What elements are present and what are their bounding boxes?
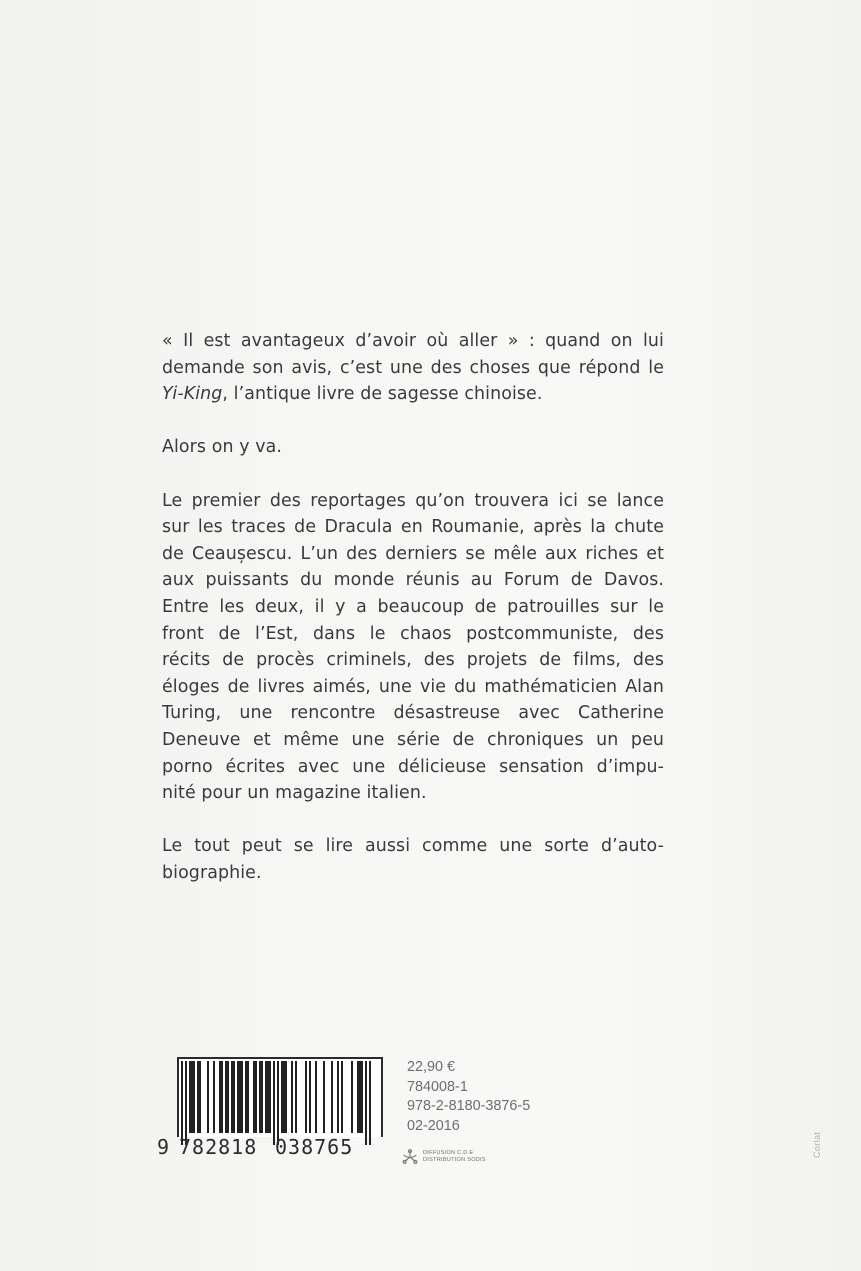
barcode-bar <box>191 1061 193 1133</box>
blurb-line: Deneuve et même une série de chroniques un peu <box>162 729 664 750</box>
barcode-bar <box>181 1061 183 1145</box>
publisher-mark: Corlat <box>812 1131 822 1158</box>
barcode-bar <box>365 1061 367 1145</box>
blurb-line: « Il est avantageux d’avoir où aller » : quand on lui <box>162 331 664 351</box>
barcode-bar <box>323 1061 325 1133</box>
barcode-bar <box>221 1061 223 1133</box>
blurb-line: récits de procès criminels, des projets de films, des <box>162 650 664 671</box>
pricing-block <box>407 1058 530 1136</box>
barcode-bar <box>305 1061 307 1133</box>
barcode-bar <box>261 1061 263 1133</box>
barcode-bar <box>219 1061 221 1133</box>
barcode-bar <box>331 1061 333 1133</box>
barcode-bar <box>341 1061 343 1133</box>
distribution-text <box>423 1150 486 1164</box>
blurb-line: Entre les deux, il y a beaucoup de patrouilles sur le <box>162 596 664 617</box>
barcode-bar <box>197 1061 199 1133</box>
distribution-block <box>401 1148 486 1166</box>
isbn-number: 978-2-8180-3876-5 <box>407 1098 531 1115</box>
barcode-bar <box>369 1061 371 1145</box>
barcode-bar <box>267 1061 269 1133</box>
barcode-bar <box>227 1061 229 1133</box>
barcode-bar <box>185 1061 187 1145</box>
blurb-line: sur les traces de Dracula en Roumanie, après la chute <box>162 517 664 538</box>
blurb-line: biographie. <box>162 862 262 883</box>
publication-date: 02-2016 <box>407 1117 460 1134</box>
barcode-bar <box>237 1061 239 1133</box>
barcode-bar <box>231 1061 233 1133</box>
barcode-bar <box>361 1061 363 1133</box>
distribution-line-1: DIFFUSION C.D.E <box>423 1150 474 1156</box>
blurb-line: front de l’Est, dans le chaos postcommuniste, des <box>162 623 664 644</box>
blurb-line: nité pour un magazine italien. <box>162 783 427 804</box>
barcode-bar <box>245 1061 247 1133</box>
barcode-lead-digit: 9 <box>157 1135 171 1159</box>
barcode-bar <box>255 1061 257 1133</box>
barcode-bar <box>259 1061 261 1133</box>
blurb-line: porno écrites avec une délicieuse sensation d’impu- <box>162 756 664 777</box>
barcode-bar <box>273 1061 275 1145</box>
barcode-bar <box>309 1061 311 1133</box>
barcode-bar <box>253 1061 255 1133</box>
barcode-bar <box>359 1061 361 1133</box>
barcode-bar <box>315 1061 317 1133</box>
barcode-bar <box>225 1061 227 1133</box>
barcode-bar <box>337 1061 339 1133</box>
barcode-bar <box>295 1061 297 1133</box>
barcode-bar <box>283 1061 285 1133</box>
barcode-bar <box>281 1061 283 1133</box>
blurb-line: de Ceaușescu. L’un des derniers se mêle aux riches et <box>162 543 664 564</box>
barcode-bar <box>241 1061 243 1133</box>
blurb-paragraph-1 <box>162 328 664 408</box>
distribution-logo-icon <box>401 1148 419 1166</box>
barcode-bar <box>269 1061 271 1133</box>
barcode-bar <box>357 1061 359 1133</box>
barcode-bar <box>265 1061 267 1133</box>
blurb-line-rest: , l’antique livre de sagesse chinoise. <box>222 384 543 405</box>
blurb-line: Le tout peut se lire aussi comme une sorte d’auto- <box>162 836 664 857</box>
barcode-bar <box>189 1061 191 1133</box>
isbn-barcode <box>157 1055 382 1165</box>
barcode-digit-group-2: 038765 <box>275 1135 354 1159</box>
barcode-bar <box>247 1061 249 1133</box>
blurb-line: éloges de livres aimés, une vie du mathématicien Alan <box>162 676 664 697</box>
barcode-digit-group-1: 782818 <box>179 1135 258 1159</box>
blurb-paragraph-2: Alors on y va. <box>162 437 282 458</box>
barcode-bar <box>193 1061 195 1133</box>
distribution-line-2: DISTRIBUTION SODIS <box>423 1157 486 1163</box>
blurb-line: demande son avis, c’est une des choses que répond le <box>162 357 664 378</box>
barcode-bar <box>239 1061 241 1133</box>
barcode-bar <box>207 1061 209 1133</box>
book-title-italic: Yi-King <box>162 384 223 405</box>
barcode-bar <box>277 1061 279 1145</box>
blurb-line: aux puissants du monde réunis au Forum de Davos. <box>162 570 664 591</box>
barcode-bar <box>199 1061 201 1133</box>
barcode-bar <box>213 1061 215 1133</box>
blurb-line: Turing, une rencontre désastreuse avec Catherine <box>162 703 664 724</box>
product-code: 784008-1 <box>407 1078 468 1095</box>
barcode-bar <box>351 1061 353 1133</box>
blurb-paragraph-3 <box>162 488 664 807</box>
blurb-line <box>162 381 664 408</box>
blurb-text <box>162 328 664 913</box>
barcode-bar <box>233 1061 235 1133</box>
blurb-line: Le premier des reportages qu’on trouvera ici se lance <box>162 490 664 511</box>
barcode-bar <box>291 1061 293 1133</box>
blurb-paragraph-4 <box>162 833 664 886</box>
barcode-bar <box>285 1061 287 1133</box>
price: 22,90 € <box>407 1059 456 1075</box>
